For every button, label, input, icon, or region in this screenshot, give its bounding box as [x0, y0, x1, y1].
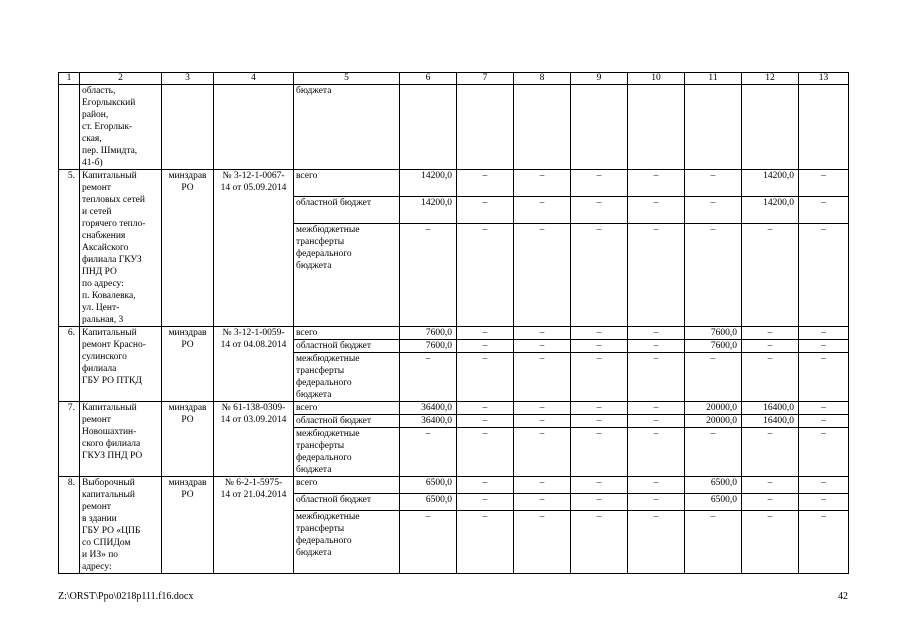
table-row: [59, 327, 849, 340]
amount-cell-col-10: –: [628, 493, 685, 510]
row-number-cell: [59, 477, 80, 574]
budget-table: [58, 72, 849, 574]
funding-source-cell: [294, 197, 400, 224]
amount-cell-col-10: –: [628, 327, 685, 340]
row-name-cell: [80, 477, 162, 574]
amount-cell-col-13: –: [799, 510, 849, 573]
column-number-9: 9: [571, 73, 628, 85]
amount-cell-col-9: –: [571, 402, 628, 415]
amount-cell-col-10: –: [628, 353, 685, 402]
amount-cell-col-11: –: [685, 170, 742, 197]
funding-source-cell: [294, 224, 400, 327]
funding-source-label: областной бюджет: [296, 341, 372, 351]
funding-source-label: всего: [296, 328, 318, 338]
row-number-cell-text: 6.: [67, 328, 75, 338]
row-number-cell-text: 8.: [67, 478, 75, 488]
amount-cell-col-11: –: [685, 428, 742, 477]
amount-cell-col-13: –: [799, 224, 849, 327]
continued-row: [59, 85, 849, 170]
amount-cell-col-8: –: [514, 353, 571, 402]
funding-source-label: межбюджетные трансферты федерального бюджета: [296, 429, 360, 475]
row-doc-cell-text: № 6-2-1-5975- 14 от 21.04.2014: [220, 478, 287, 500]
funding-source-label: всего: [296, 478, 318, 488]
row-doc-cell-text: № 61-138-0309- 14 от 03.09.2014: [220, 403, 287, 425]
table-row: [59, 402, 849, 415]
funding-source-cell: [294, 415, 400, 428]
amount-cell-col-6: 14200,0: [400, 197, 457, 224]
amount-cell-col-12: 16400,0: [742, 402, 799, 415]
amount-cell-col-6: 7600,0: [400, 327, 457, 340]
row-number-cell-text: 7.: [67, 403, 75, 413]
amount-cell-col-8: –: [514, 428, 571, 477]
amount-cell-col-11: 6500,0: [685, 493, 742, 510]
amount-cell-col-10: –: [628, 415, 685, 428]
amount-cell-col-9: –: [571, 327, 628, 340]
column-number-5: 5: [294, 73, 400, 85]
amount-cell-col-12: 14200,0: [742, 197, 799, 224]
column-number-1: 1: [59, 73, 80, 85]
amount-cell-col-12: –: [742, 493, 799, 510]
amount-cell-col-12: 16400,0: [742, 415, 799, 428]
amount-cell-col-7: –: [457, 353, 514, 402]
amount-cell-col-9: –: [571, 428, 628, 477]
funding-source-cell: [294, 402, 400, 415]
amount-cell-col-10: –: [628, 197, 685, 224]
amount-cell-col-13: –: [799, 353, 849, 402]
funding-source-label: всего: [296, 403, 318, 413]
funding-source-cell: [294, 428, 400, 477]
column-number-row: [59, 73, 849, 85]
footer-file-path: Z:\ORST\Ppo\0218p111.f16.docx: [58, 591, 194, 602]
amount-cell-col-12: –: [742, 340, 799, 353]
amount-cell-col-7: –: [457, 402, 514, 415]
amount-cell-col-10: –: [628, 340, 685, 353]
row-org-cell: [162, 402, 214, 477]
amount-cell-col-9: –: [571, 415, 628, 428]
amount-cell-col-6: 14200,0: [400, 170, 457, 197]
funding-source-label: межбюджетные трансферты федерального бюджета: [296, 354, 360, 400]
amount-cell-col-6: 6500,0: [400, 493, 457, 510]
amount-cell-col-11: –: [685, 510, 742, 573]
amount-cell-col-9: –: [571, 170, 628, 197]
amount-cell-col-11: 20000,0: [685, 402, 742, 415]
amount-cell-col-6: 7600,0: [400, 340, 457, 353]
amount-cell-col-13: –: [799, 340, 849, 353]
cont-source-cell: бюджета: [294, 85, 400, 170]
amount-cell-col-8: –: [514, 327, 571, 340]
funding-source-label: областной бюджет: [296, 198, 372, 209]
funding-source-cell: [294, 340, 400, 353]
amount-cell-col-9: –: [571, 510, 628, 573]
amount-cell-col-7: –: [457, 415, 514, 428]
row-org-cell-text: минздрав РО: [168, 328, 207, 350]
amount-cell-col-13: –: [799, 493, 849, 510]
amount-cell-col-10: –: [628, 402, 685, 415]
column-number-8: 8: [514, 73, 571, 85]
amount-cell-col-13: –: [799, 402, 849, 415]
amount-cell-col-6: 36400,0: [400, 415, 457, 428]
row-name-cell: [80, 327, 162, 402]
amount-cell-col-9: –: [571, 197, 628, 224]
amount-cell-col-7: –: [457, 197, 514, 224]
amount-cell-col-10: –: [628, 224, 685, 327]
column-number-7: 7: [457, 73, 514, 85]
row-name-cell-text: Капитальный ремонт Новошахтин- ского филиала ГКУЗ ПНД РО: [82, 403, 143, 461]
amount-cell-col-6: –: [400, 510, 457, 573]
row-name-cell-text: Капитальный ремонт тепловых сетей и сетей горячего тепло- снабжения Аксайского филиала ГКУЗ ПНД РО по адресу: п. Ковалевка, ул. Цент- ральная, 3: [82, 171, 146, 325]
footer-page-number: 42: [838, 591, 848, 602]
column-number-10: 10: [628, 73, 685, 85]
amount-cell-col-11: 6500,0: [685, 477, 742, 494]
funding-source-label: межбюджетные трансферты федерального бюджета: [296, 225, 360, 272]
amount-cell-col-6: 6500,0: [400, 477, 457, 494]
amount-cell-col-12: –: [742, 327, 799, 340]
amount-cell-col-9: –: [571, 224, 628, 327]
amount-cell-col-11: 7600,0: [685, 340, 742, 353]
amount-cell-col-13: –: [799, 415, 849, 428]
amount-cell-col-10: –: [628, 477, 685, 494]
column-number-6: 6: [400, 73, 457, 85]
amount-cell-col-12: –: [742, 477, 799, 494]
amount-cell-col-9: –: [571, 353, 628, 402]
row-doc-cell-text: № 3-12-1-0059- 14 от 04.08.2014: [220, 328, 287, 350]
funding-source-label: областной бюджет: [296, 494, 372, 505]
funding-source-cell: [294, 353, 400, 402]
column-number-12: 12: [742, 73, 799, 85]
funding-source-label: всего: [296, 171, 318, 181]
column-number-4: 4: [214, 73, 294, 85]
row-doc-cell: [214, 402, 294, 477]
funding-source-cell: [294, 170, 400, 197]
row-name-cell-text: Выборочный капитальный ремонт в здании ГБУ РО «ЦПБ со СПИДом и ИЗ» по адресу:: [82, 478, 141, 572]
column-number-11: 11: [685, 73, 742, 85]
amount-cell-col-7: –: [457, 170, 514, 197]
amount-cell-col-9: –: [571, 340, 628, 353]
row-name-cell: [80, 402, 162, 477]
cont-org-cell: [162, 85, 214, 170]
row-number-cell: [59, 327, 80, 402]
funding-source-label: межбюджетные трансферты федерального бюджета: [296, 511, 360, 558]
amount-cell-col-12: –: [742, 510, 799, 573]
row-org-cell-text: минздрав РО: [168, 171, 207, 193]
amount-cell-col-7: –: [457, 428, 514, 477]
amount-cell-col-9: –: [571, 477, 628, 494]
amount-cell-col-10: –: [628, 170, 685, 197]
amount-cell-col-7: –: [457, 340, 514, 353]
amount-cell-col-10: –: [628, 510, 685, 573]
amount-cell-col-11: –: [685, 197, 742, 224]
amount-cell-col-12: –: [742, 353, 799, 402]
funding-source-cell: [294, 493, 400, 510]
amount-cell-col-8: –: [514, 170, 571, 197]
amount-cell-col-12: –: [742, 224, 799, 327]
amount-cell-col-6: 36400,0: [400, 402, 457, 415]
column-number-3: 3: [162, 73, 214, 85]
amount-cell-col-6: –: [400, 428, 457, 477]
amount-cell-col-8: –: [514, 510, 571, 573]
amount-cell-col-7: –: [457, 510, 514, 573]
row-doc-cell: [214, 170, 294, 327]
amount-cell-col-12: –: [742, 428, 799, 477]
row-org-cell: [162, 477, 214, 574]
row-doc-cell-text: № 3-12-1-0067- 14 от 05.09.2014: [220, 171, 287, 193]
row-number-cell: [59, 170, 80, 327]
amount-cell-col-10: –: [628, 428, 685, 477]
amount-cell-col-7: –: [457, 477, 514, 494]
amount-cell-col-13: –: [799, 327, 849, 340]
funding-source-cell: [294, 510, 400, 573]
amount-cell-col-7: –: [457, 327, 514, 340]
row-name-cell-text: Капитальный ремонт Красно- сулинского филиала ГБУ РО ПТКД: [82, 328, 146, 386]
cont-doc-cell: [214, 85, 294, 170]
amount-cell-col-8: –: [514, 340, 571, 353]
amount-cell-col-6: –: [400, 224, 457, 327]
row-doc-cell: [214, 327, 294, 402]
amount-cell-col-7: –: [457, 493, 514, 510]
column-number-13: 13: [799, 73, 849, 85]
row-org-cell-text: минздрав РО: [168, 478, 207, 500]
funding-source-cell: [294, 327, 400, 340]
funding-source-label: областной бюджет: [296, 416, 372, 426]
row-org-cell-text: минздрав РО: [168, 403, 207, 425]
amount-cell-col-8: –: [514, 224, 571, 327]
cont-name-cell: область, Егорлыкский район, ст. Егорлык- ская, пер. Шмидта, 41-б): [80, 85, 162, 170]
amount-cell-col-11: 20000,0: [685, 415, 742, 428]
funding-source-cell: [294, 477, 400, 494]
amount-cell-col-8: –: [514, 477, 571, 494]
amount-cell-col-13: –: [799, 428, 849, 477]
amount-cell-col-11: 7600,0: [685, 327, 742, 340]
amount-cell-col-8: –: [514, 402, 571, 415]
amount-cell-col-11: –: [685, 224, 742, 327]
column-number-2: 2: [80, 73, 162, 85]
amount-cell-col-8: –: [514, 197, 571, 224]
row-number-cell: [59, 402, 80, 477]
amount-cell-col-8: –: [514, 415, 571, 428]
table-row: [59, 477, 849, 494]
row-org-cell: [162, 327, 214, 402]
amount-cell-col-12: 14200,0: [742, 170, 799, 197]
row-doc-cell: [214, 477, 294, 574]
amount-cell-col-13: –: [799, 170, 849, 197]
cont-num-cell: [59, 85, 80, 170]
amount-cell-col-9: –: [571, 493, 628, 510]
amount-cell-col-8: –: [514, 493, 571, 510]
row-number-cell-text: 5.: [67, 171, 75, 181]
row-name-cell: [80, 170, 162, 327]
table-row: [59, 170, 849, 197]
amount-cell-col-13: –: [799, 477, 849, 494]
amount-cell-col-11: –: [685, 353, 742, 402]
amount-cell-col-7: –: [457, 224, 514, 327]
amount-cell-col-13: –: [799, 197, 849, 224]
row-org-cell: [162, 170, 214, 327]
amount-cell-col-6: –: [400, 353, 457, 402]
